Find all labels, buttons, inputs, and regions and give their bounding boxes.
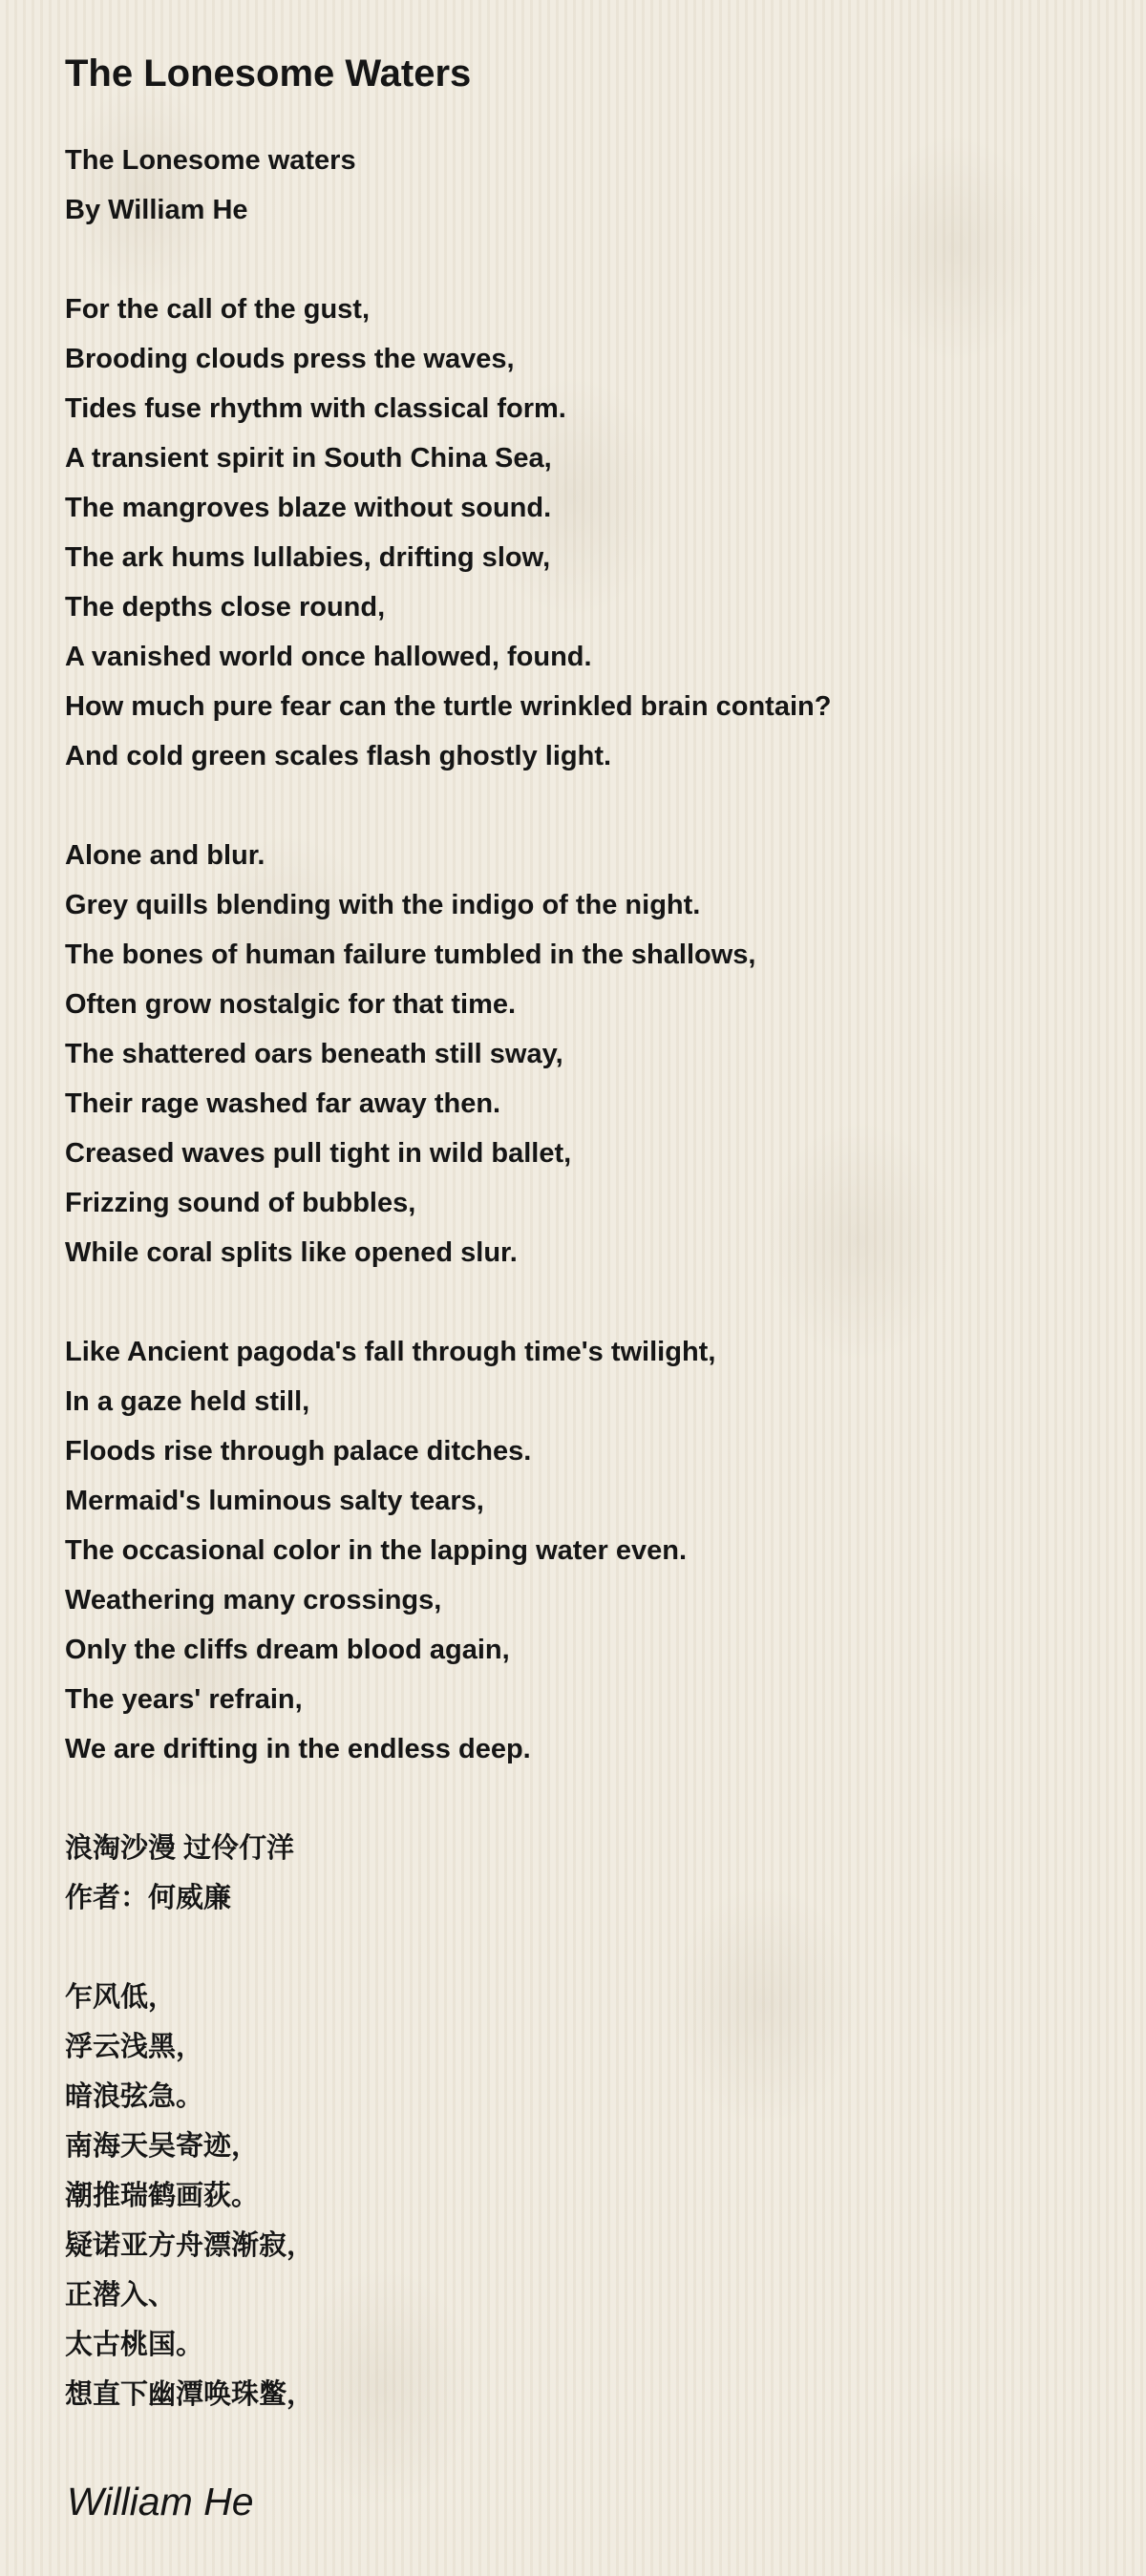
- poem-line: The depths close round,: [65, 592, 386, 623]
- poem-body: [65, 136, 1081, 2419]
- poem-line: Tides fuse rhythm with classical form.: [65, 393, 566, 424]
- poem-line: 乍风低，: [65, 1982, 177, 2013]
- poem-line: The Lonesome waters: [65, 145, 356, 176]
- poem-line: The occasional color in the lapping water even.: [65, 1535, 688, 1566]
- poem-line: Floods rise through palace ditches.: [65, 1436, 532, 1467]
- author-signature: William He: [67, 2480, 254, 2523]
- poem-line: The ark hums lullabies, drifting slow,: [65, 542, 551, 573]
- poem-line: In a gaze held still,: [65, 1386, 310, 1417]
- poem-line: While coral splits like opened slur.: [65, 1237, 518, 1268]
- page-title: The Lonesome Waters: [65, 53, 472, 95]
- poem-line: 疑诺亚方舟漂渐寂，: [65, 2230, 315, 2261]
- poem-line: Mermaid's luminous salty tears,: [65, 1486, 484, 1516]
- poem-line: Brooding clouds press the waves,: [65, 344, 515, 374]
- poem-line: 南海天吴寄迹，: [65, 2131, 260, 2162]
- poem-line: Their rage washed far away then.: [65, 1088, 501, 1119]
- poem-line: For the call of the gust,: [65, 294, 371, 325]
- poem-line: Weathering many crossings,: [65, 1585, 442, 1615]
- stanza-break: [65, 1277, 1081, 1327]
- poem-line: A transient spirit in South China Sea,: [65, 443, 552, 474]
- poem-line: 正潜入、: [65, 2280, 177, 2311]
- stanza-break: [65, 235, 1081, 285]
- poem-line: 想直下幽潭唤珠鳖，: [65, 2379, 315, 2410]
- poem-line: Only the cliffs dream blood again,: [65, 1635, 510, 1665]
- poem-line: By William He: [65, 195, 248, 225]
- poem-line: Often grow nostalgic for that time.: [65, 989, 517, 1020]
- poem-line: Grey quills blending with the indigo of the night.: [65, 890, 701, 920]
- poem-line: Like Ancient pagoda's fall through time's twilight,: [65, 1337, 716, 1367]
- poem-line: 作者：何威廉: [65, 1883, 232, 1913]
- stanza-break: [65, 1774, 1081, 1824]
- poem-line: 暗浪弦急。: [65, 2081, 204, 2112]
- poem-line: How much pure fear can the turtle wrinkled brain contain?: [65, 691, 832, 722]
- poem-line: We are drifting in the endless deep.: [65, 1734, 531, 1764]
- poem-line: And cold green scales flash ghostly light.: [65, 741, 612, 771]
- stanza-break: [65, 1923, 1081, 1973]
- poem-line: Alone and blur.: [65, 840, 265, 871]
- poem-line: 浮云浅黑，: [65, 2032, 204, 2062]
- poem-line: The bones of human failure tumbled in the shallows,: [65, 940, 756, 970]
- poem-line: The mangroves blaze without sound.: [65, 493, 552, 523]
- poem-line: 潮推瑞鹤画荻。: [65, 2181, 260, 2211]
- poem-line: Creased waves pull tight in wild ballet,: [65, 1138, 572, 1169]
- poem-line: Frizzing sound of bubbles,: [65, 1188, 416, 1218]
- poem-line: The shattered oars beneath still sway,: [65, 1039, 563, 1069]
- poem-line: The years' refrain,: [65, 1684, 303, 1715]
- stanza-break: [65, 781, 1081, 831]
- poem-line: 浪淘沙漫 过伶仃洋: [65, 1833, 295, 1864]
- poem-line: 太古桃国。: [65, 2330, 204, 2360]
- poem-line: A vanished world once hallowed, found.: [65, 642, 592, 672]
